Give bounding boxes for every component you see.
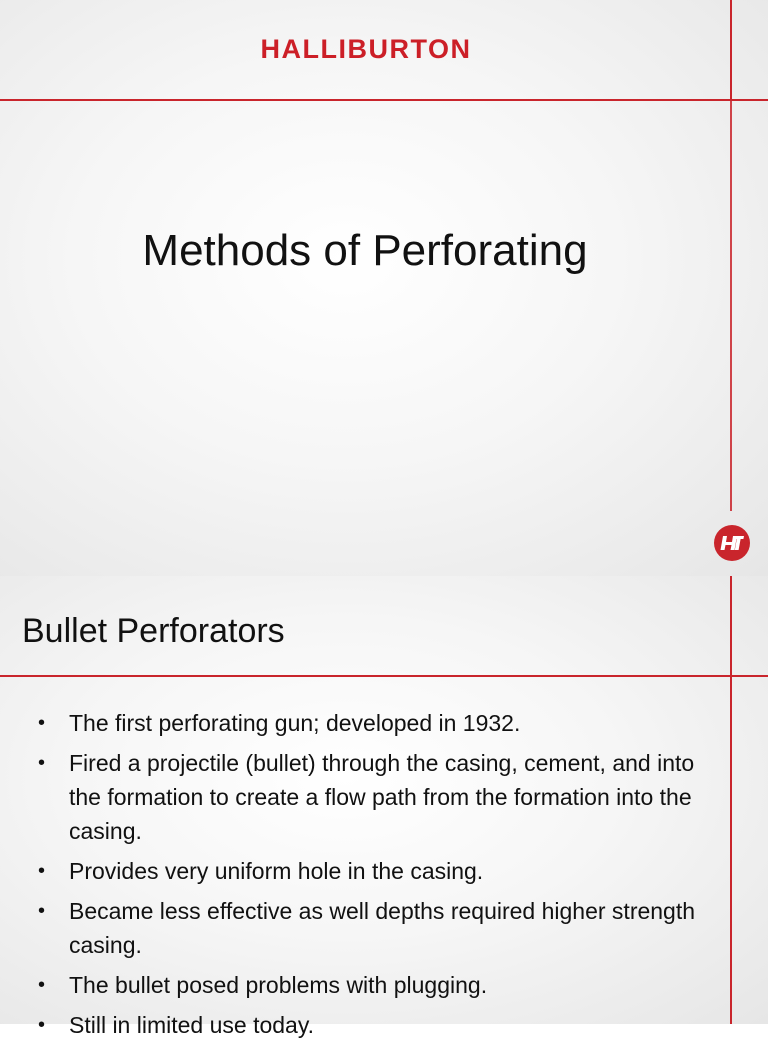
list-item: • Provides very uniform hole in the casing. <box>0 854 700 888</box>
halliburton-emblem-icon <box>714 525 750 561</box>
vertical-accent-line <box>730 576 732 1024</box>
header-divider <box>0 99 768 101</box>
content-slide <box>0 576 768 1038</box>
list-item: • The bullet posed problems with plugging. <box>0 968 700 1002</box>
halliburton-logo: HALLIBURTON <box>260 34 472 64</box>
list-item: • Became less effective as well depths required higher strength casing. <box>0 894 700 962</box>
vertical-accent-line-top <box>730 0 732 99</box>
bullet-list <box>0 706 700 1048</box>
slide-title: Bullet Perforators <box>22 612 285 650</box>
list-item: • Still in limited use today. <box>0 1008 700 1042</box>
list-item: • The first perforating gun; developed in 1932. <box>0 706 700 740</box>
list-item: • Fired a projectile (bullet) through the casing, cement, and into the formation to create a flow path from the formation into the casing. <box>0 746 700 848</box>
vertical-accent-line <box>730 101 732 511</box>
slide-title: Methods of Perforating <box>142 226 588 275</box>
header-divider <box>0 675 768 677</box>
